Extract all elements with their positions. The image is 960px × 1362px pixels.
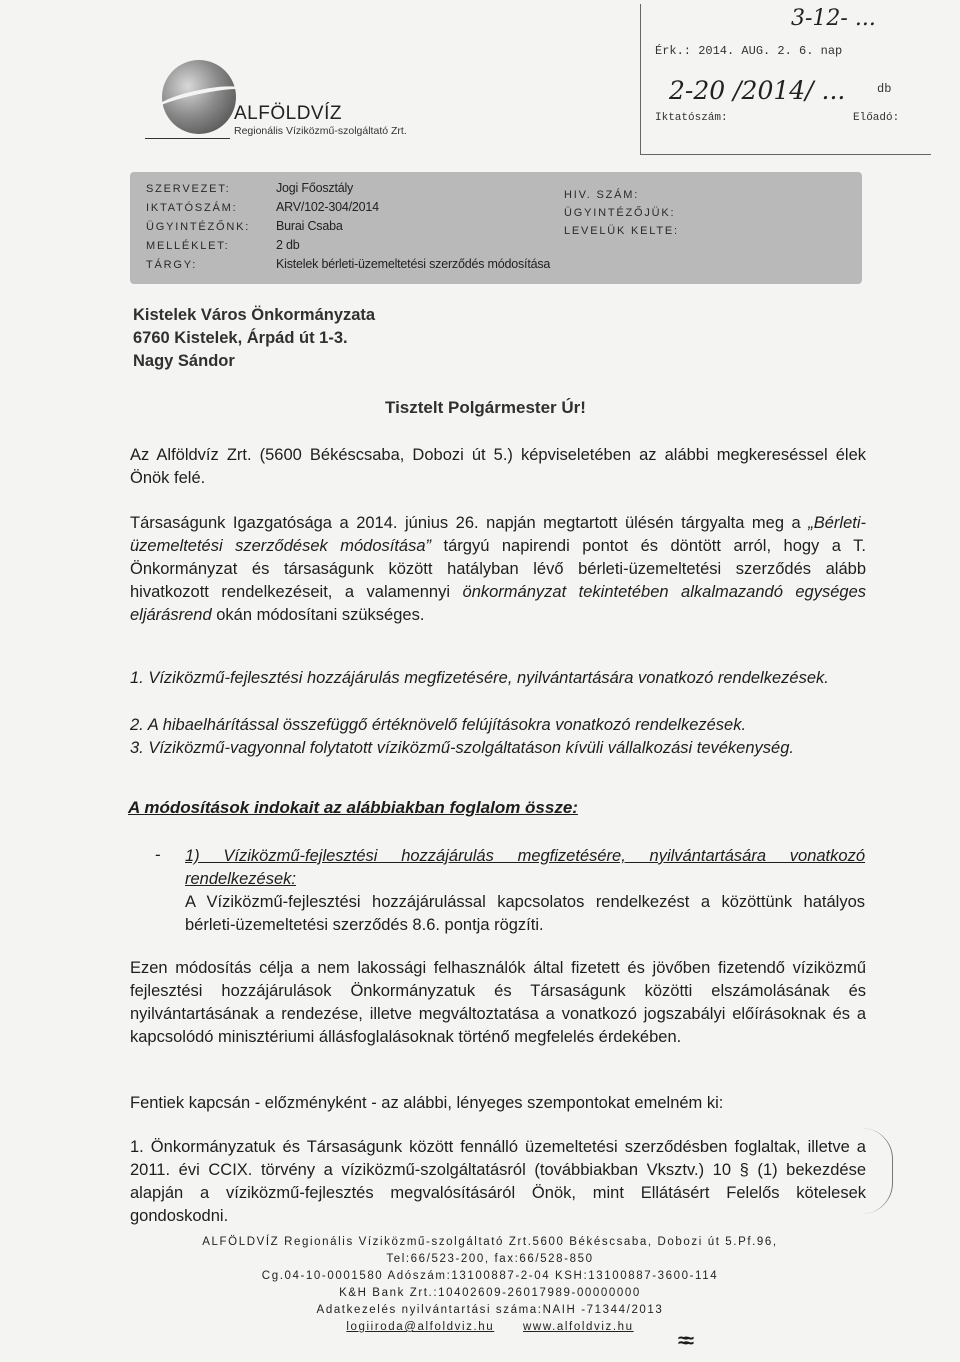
logo-subtitle: Regionális Víziközmű-szolgáltató Zrt. xyxy=(234,125,407,137)
ref-label: IKTATÓSZÁM: xyxy=(146,202,238,214)
ref-right-label: LEVELÜK KELTE: xyxy=(564,225,679,237)
footer-web-link[interactable]: www.alfoldviz.hu xyxy=(523,1321,634,1333)
stamp-db: db xyxy=(877,82,892,96)
reference-box xyxy=(130,172,862,284)
stamp-received-line: Érk.: 2014. AUG. 2. 6. nap xyxy=(655,44,843,58)
ref-label: ÜGYINTÉZŐNK: xyxy=(146,221,251,233)
decision-paragraph xyxy=(130,512,866,627)
ref-right-label: ÜGYINTÉZŐJÜK: xyxy=(564,207,676,219)
recipient-person: Nagy Sándor xyxy=(133,352,235,370)
footer-naih: Adatkezelés nyilvántartási száma:NAIH -71344/2013 xyxy=(316,1304,664,1316)
margin-brace-mark xyxy=(862,1128,893,1214)
ref-value: ARV/102-304/2014 xyxy=(276,200,379,214)
section-heading: A módosítások indokait az alábbiakban foglalom össze: xyxy=(128,798,578,817)
ref-value: Kistelek bérleti-üzemeltetési szerződés módosítása xyxy=(276,257,551,271)
logo-name: ALFÖLDVÍZ xyxy=(234,103,342,124)
footer-phone: Tel:66/523-200, fax:66/528-850 xyxy=(386,1253,594,1265)
ref-label: MELLÉKLET: xyxy=(146,240,230,252)
footer-registry: Cg.04-10-0001580 Adószám:13100887-2-04 KSH:13100887-3600-114 xyxy=(261,1270,719,1282)
intro-paragraph: Az Alföldvíz Zrt. (5600 Békéscsaba, Dobozi út 5.) képviseletében az alábbi megkereséssel élek Önök felé. xyxy=(130,446,866,487)
recipient-name: Kistelek Város Önkormányzata xyxy=(133,306,376,324)
ref-value: 2 db xyxy=(276,238,300,252)
company-logo xyxy=(150,50,450,145)
received-stamp xyxy=(640,4,931,155)
footer-company: ALFÖLDVÍZ Regionális Víziközmű-szolgáltató Zrt.5600 Békéscsaba, Dobozi út 5.Pf.96, xyxy=(202,1236,778,1248)
stamp-handwriting-number: 2-20 /2014/ ... xyxy=(669,76,846,105)
list-item: 3. Víziközmű-vagyonnal folytatott víziközmű-szolgáltatáson kívüli vállalkozási tevékenység. xyxy=(130,739,794,757)
wave-mark-icon: ≈≈ xyxy=(678,1330,688,1352)
ref-value: Jogi Főosztály xyxy=(276,181,354,195)
list-item: 2. A hibaelhárítással összefüggő értéknövelő felújításokra vonatkozó rendelkezések. xyxy=(130,716,747,734)
footer-links xyxy=(120,1319,860,1336)
stamp-file-number: Iktatószám: xyxy=(655,112,728,124)
sub-section xyxy=(185,845,865,937)
stamp-handler: Előadó: xyxy=(853,112,900,124)
stamp-handwriting-top: 3-12- ... xyxy=(791,6,876,31)
recipient-address: 6760 Kistelek, Árpád út 1-3. xyxy=(133,329,348,347)
footer-bank: K&H Bank Zrt.:10402609-26017989-00000000 xyxy=(339,1287,641,1299)
ref-right-label: HIV. SZÁM: xyxy=(564,189,640,201)
decision-procedure: önkormányzat tekintetében alkalmazandó egységes eljárásrend xyxy=(130,583,867,624)
decision-text-c: tárgyú napirendi pontot és döntött arról, hogy a T. Önkormányzat és társaságunk között hatályban lévő bérleti-üzemeltetési szerződés alább hivatkozott rendelkezéseit, a valamennyi xyxy=(130,537,866,601)
decision-text-e: okán módosítani szükséges. xyxy=(211,606,425,624)
salutation: Tisztelt Polgármester Úr! xyxy=(385,398,586,417)
intro-points-paragraph: Fentiek kapcsán - előzményként - az alábbi, lényeges szempontokat emelném ki: xyxy=(130,1094,724,1112)
purpose-paragraph: Ezen módosítás célja a nem lakossági felhasználók által fizetett és jövőben fizetendő víziközmű fejlesztési hozzájárulások Önkormányzatuk és Társaságunk közötti elszámolásának és nyilvántartásának a rendezése, illetve megváltoztatása a vonatkozó jogszabályi előírásoknak és a kapcsolódó minisztériumi állásfoglalásoknak történő megfelelés érdekében. xyxy=(130,959,866,1046)
sub-text: A Víziközmű-fejlesztési hozzájárulással kapcsolatos rendelkezést a közöttünk hatályos bérleti-üzemeltetési szerződés 8.6. pontja rögzíti. xyxy=(185,893,865,934)
decision-agenda-title: „Bérleti-üzemeltetési szerződések módosítása” xyxy=(130,514,866,555)
point-one-paragraph: 1. Önkormányzatuk és Társaságunk között fennálló üzemeltetési szerződésben foglaltak, illetve a 2011. évi CCIX. törvény a víziközmű-szolgáltatásról (továbbiakban Vksztv.) 10 § (1) bekezdése alapján a víziközmű-fejlesztés megvalósításáról Önök, mint Ellátásért Felelős kötelesek gondoskodni. xyxy=(130,1138,866,1225)
bullet-dash: - xyxy=(155,845,161,864)
list-item: 1. Víziközmű-fejlesztési hozzájárulás megfizetésére, nyilvántartására vonatkozó rendelkezések. xyxy=(130,669,829,687)
sub-heading: 1) Víziközmű-fejlesztési hozzájárulás megfizetésére, nyilvántartására vonatkozó rendelkezések: xyxy=(185,847,865,888)
decision-text-a: Társaságunk Igazgatósága a 2014. június 26. napján megtartott ülésén tárgyalta meg a xyxy=(130,514,809,532)
ref-label: SZERVEZET: xyxy=(146,183,231,195)
footer-email-link[interactable]: logiiroda@alfoldviz.hu xyxy=(346,1321,495,1333)
ref-value: Burai Csaba xyxy=(276,219,343,233)
logo-divider xyxy=(145,138,230,139)
ref-label: TÁRGY: xyxy=(146,259,198,271)
